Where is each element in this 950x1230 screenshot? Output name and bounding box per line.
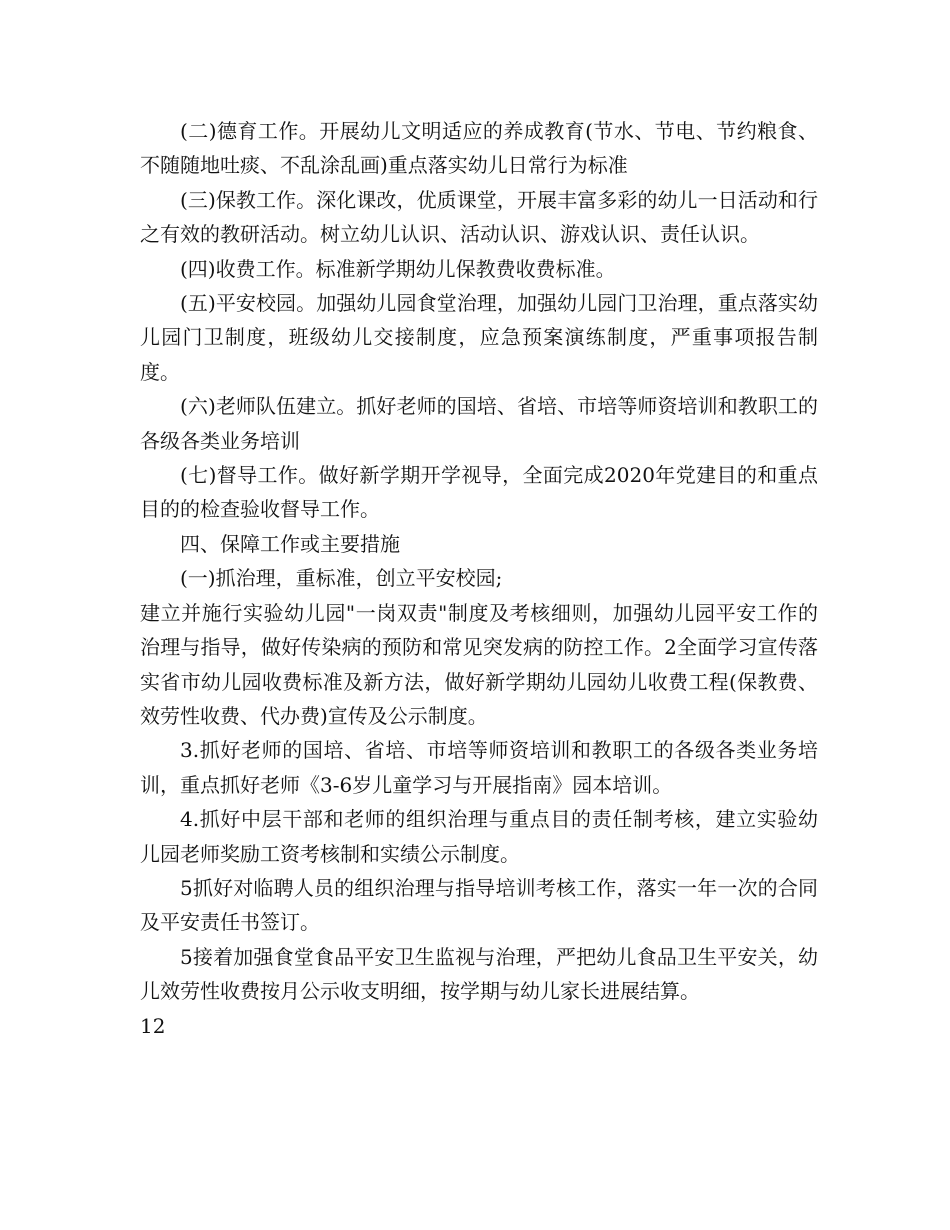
- paragraph-training: 3.抓好老师的国培、省培、市培等师资培训和教职工的各级各类业务培训，重点抓好老师《3-6岁儿童学习与开展指南》园本培训。: [140, 738, 818, 797]
- paragraph-teacher-team: (六)老师队伍建立。抓好老师的国培、省培、市培等师资培训和教职工的各级各类业务培训: [140, 394, 818, 453]
- paragraph-responsibility-system: 建立并施行实验幼儿园"一岗双责"制度及考核细则，加强幼儿园平安工作的治理与指导，做好传染病的预防和常见突发病的防控工作。2全面学习宣传落实省市幼儿园收费标准及新方法，做好新学期幼儿园幼儿收费工程(保教费、效劳性收费、代办费)宣传及公示制度。: [140, 600, 818, 728]
- paragraph-temporary-staff: 5抓好对临聘人员的组织治理与指导培训考核工作，落实一年一次的合同及平安责任书签订。: [140, 875, 818, 935]
- paragraph-governance: (一)抓治理，重标准，创立平安校园;: [180, 566, 503, 591]
- page-number: 12: [140, 1013, 166, 1038]
- paragraph-supervision: (七)督导工作。做好新学期开学视导，全面完成2020年党建目的和重点目的的检查验收督导工作。: [140, 463, 818, 522]
- paragraph-teaching-work: (三)保教工作。深化课改，优质课堂，开展丰富多彩的幼儿一日活动和行之有效的教研活动。树立幼儿认识、活动认识、游戏认识、责任认识。: [140, 187, 818, 247]
- paragraph-assessment: 4.抓好中层干部和老师的组织治理与重点目的责任制考核，建立实验幼儿园老师奖励工资考核制和实绩公示制度。: [140, 807, 818, 866]
- paragraph-safe-campus: (五)平安校园。加强幼儿园食堂治理，加强幼儿园门卫治理，重点落实幼儿园门卫制度，班级幼儿交接制度，应急预案演练制度，严重事项报告制度。: [140, 291, 818, 384]
- paragraph-moral-education: (二)德育工作。开展幼儿文明适应的养成教育(节水、节电、节约粮食、不随随地吐痰、不乱涂乱画)重点落实幼儿日常行为标准: [140, 119, 818, 178]
- paragraph-fee-work: (四)收费工作。标准新学期幼儿保教费收费标准。: [180, 256, 616, 281]
- section-heading-measures: 四、保障工作或主要措施: [180, 531, 400, 556]
- paragraph-canteen-safety: 5接着加强食堂食品平安卫生监视与治理，严把幼儿食品卫生平安关，幼儿效劳性收费按月公示收支明细，按学期与幼儿家长进展结算。: [140, 944, 818, 1004]
- document-body: [140, 114, 818, 1043]
